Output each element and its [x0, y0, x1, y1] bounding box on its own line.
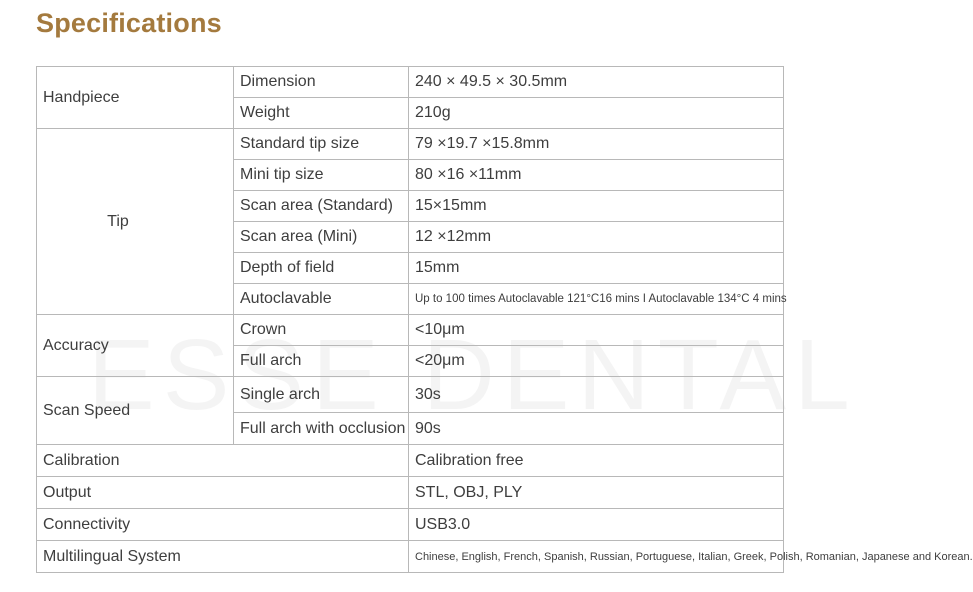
full-arch-label: Full arch [234, 346, 409, 377]
table-row [37, 509, 784, 541]
full-arch-occlusion-value: 90s [409, 413, 784, 445]
standard-tip-size-value: 79 ×19.7 ×15.8mm [409, 129, 784, 160]
calibration-value: Calibration free [409, 445, 784, 477]
scan-area-mini-value: 12 ×12mm [409, 222, 784, 253]
connectivity-label: Connectivity [37, 509, 409, 541]
autoclavable-value: Up to 100 times Autoclavable 121°C16 mins I Autoclavable 134°C 4 mins [409, 284, 784, 315]
multilingual-value: Chinese, English, French, Spanish, Russian, Portuguese, Italian, Greek, Polish, Romanian, Japanese and Korean. [409, 541, 784, 573]
standard-tip-size-label: Standard tip size [234, 129, 409, 160]
scan-area-standard-label: Scan area (Standard) [234, 191, 409, 222]
depth-of-field-label: Depth of field [234, 253, 409, 284]
autoclavable-label: Autoclavable [234, 284, 409, 315]
mini-tip-size-value: 80 ×16 ×11mm [409, 160, 784, 191]
table-row [37, 445, 784, 477]
specifications-table [36, 66, 973, 573]
output-value: STL, OBJ, PLY [409, 477, 784, 509]
table-row [37, 129, 784, 160]
crown-value: <10μm [409, 315, 784, 346]
scan-area-mini-label: Scan area (Mini) [234, 222, 409, 253]
scan-area-standard-value: 15×15mm [409, 191, 784, 222]
scan-speed-label: Scan Speed [37, 377, 234, 445]
depth-of-field-value: 15mm [409, 253, 784, 284]
calibration-label: Calibration [37, 445, 409, 477]
mini-tip-size-label: Mini tip size [234, 160, 409, 191]
output-label: Output [37, 477, 409, 509]
table-row [37, 67, 784, 98]
single-arch-label: Single arch [234, 377, 409, 413]
full-arch-occlusion-label: Full arch with occlusion [234, 413, 409, 445]
connectivity-value: USB3.0 [409, 509, 784, 541]
table-row [37, 477, 784, 509]
multilingual-label: Multilingual System [37, 541, 409, 573]
full-arch-value: <20μm [409, 346, 784, 377]
weight-value: 210g [409, 98, 784, 129]
tip-label: Tip [37, 129, 234, 315]
table-row [37, 541, 784, 573]
table-row [37, 315, 784, 346]
weight-label: Weight [234, 98, 409, 129]
single-arch-value: 30s [409, 377, 784, 413]
accuracy-label: Accuracy [37, 315, 234, 377]
crown-label: Crown [234, 315, 409, 346]
dimension-value: 240 × 49.5 × 30.5mm [409, 67, 784, 98]
page-title: Specifications [36, 8, 222, 38]
table-row [37, 377, 784, 413]
handpiece-label: Handpiece [37, 67, 234, 129]
dimension-label: Dimension [234, 67, 409, 98]
